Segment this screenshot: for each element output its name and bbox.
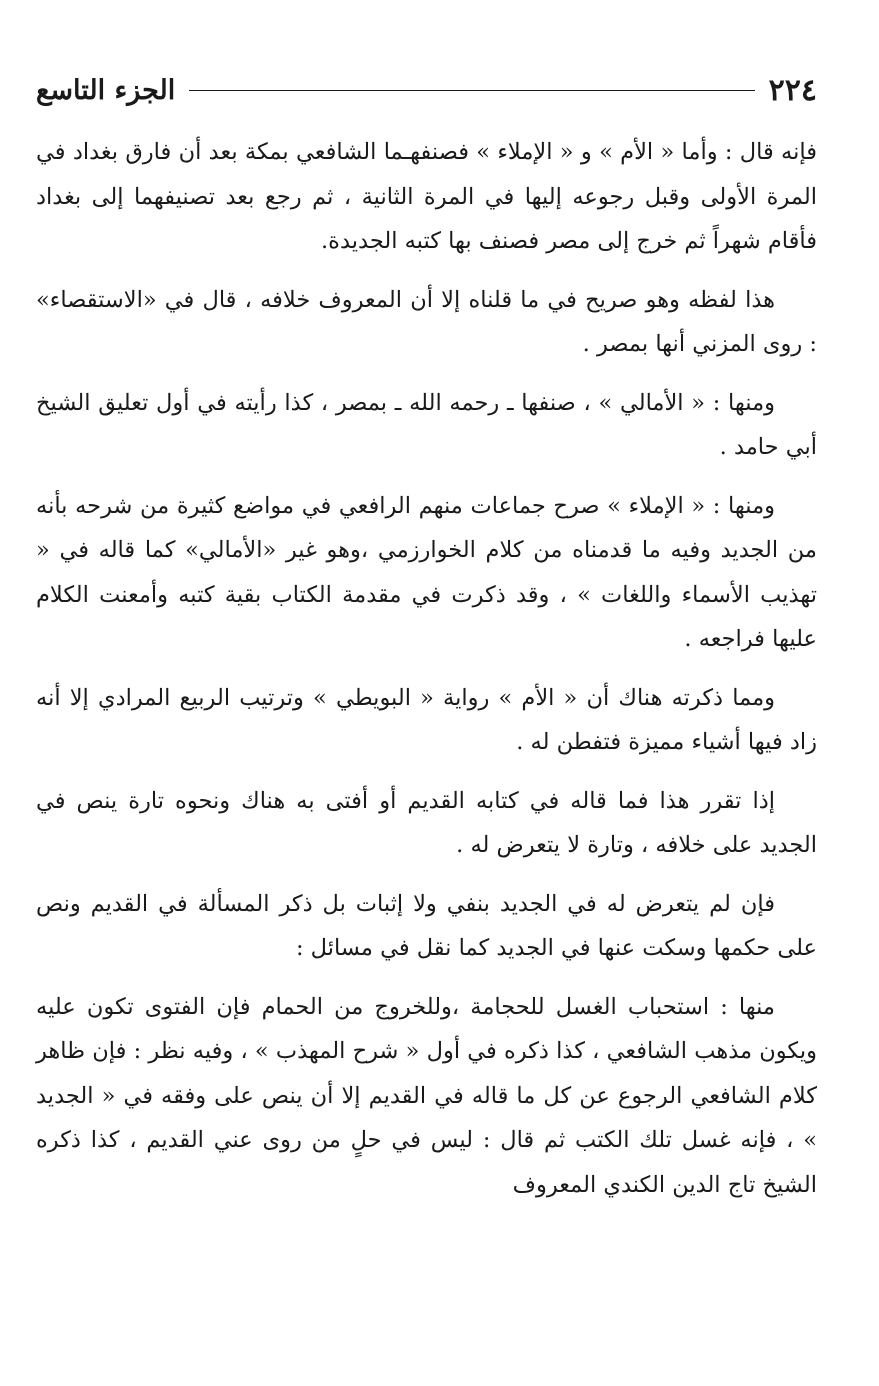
header-rule bbox=[189, 90, 754, 91]
paragraph: ومما ذكرته هناك أن « الأم » رواية « البويطي » وترتيب الربيع المرادي إلا أنه زاد فيها أشياء مميزة فتفطن له . bbox=[36, 684, 817, 755]
paragraph: فإن لم يتعرض له في الجديد بنفي ولا إثبات بل ذكر المسألة في القديم ونص على حكمها وسكت عنها في الجديد كما نقل في مسائل : bbox=[36, 890, 817, 961]
running-title: الجزء التاسع bbox=[36, 74, 176, 106]
paragraph: هذا لفظه وهو صريح في ما قلناه إلا أن المعروف خلافه ، قال في «الاستقصاء» : روى المزني أنها بمصر . bbox=[36, 286, 817, 357]
paragraph: إذا تقرر هذا فما قاله في كتابه القديم أو أفتى به هناك ونحوه تارة ينص في الجديد على خلافه ، وتارة لا يتعرض له . bbox=[36, 787, 817, 858]
paragraph: منها : استحباب الغسل للحجامة ،وللخروج من الحمام فإن الفتوى تكون عليه ويكون مذهب الشافعي ، كذا ذكره في أول « شرح المهذب » ، وفيه نظر : فإن ظاهر كلام الشافعي الرجوع عن كل ما قاله في القديم إلا أن ينص على وفقه في « الجديد » ، فإنه غسل تلك الكتب ثم قال : ليس في حلٍ من روى عني القديم ، كذا ذكره الشيخ تاج الدين الكندي المعروف bbox=[36, 993, 817, 1198]
paragraph: ومنها : « الإملاء » صرح جماعات منهم الرافعي في مواضع كثيرة من شرحه بأنه من الجديد وفيه ما قدمناه من كلام الخوارزمي ،وهو غير «الأمالي» كما قاله في « تهذيب الأسماء واللغات » ، وقد ذكرت في مقدمة الكتاب بقية كتبه وأمعنت الكلام عليها فراجعه . bbox=[36, 492, 817, 652]
page-header bbox=[36, 68, 817, 112]
paragraph: ومنها : « الأمالي » ، صنفها ـ رحمه الله ـ بمصر ، كذا رأيته في أول تعليق الشيخ أبي حامد . bbox=[36, 389, 817, 460]
page-body bbox=[36, 130, 817, 1221]
paragraph: فإنه قال : وأما « الأم » و « الإملاء » فصنفهـما الشافعي بمكة بعد أن فارق بغداد في المرة الأولى وقبل رجوعه إليها في المرة الثانية ، ثم رجع بعد تصنيفهما إلى بغداد فأقام شهراً ثم خرج إلى مصر فصنف بها كتبه الجديدة. bbox=[36, 139, 817, 254]
page-number: ٢٢٤ bbox=[768, 72, 817, 108]
